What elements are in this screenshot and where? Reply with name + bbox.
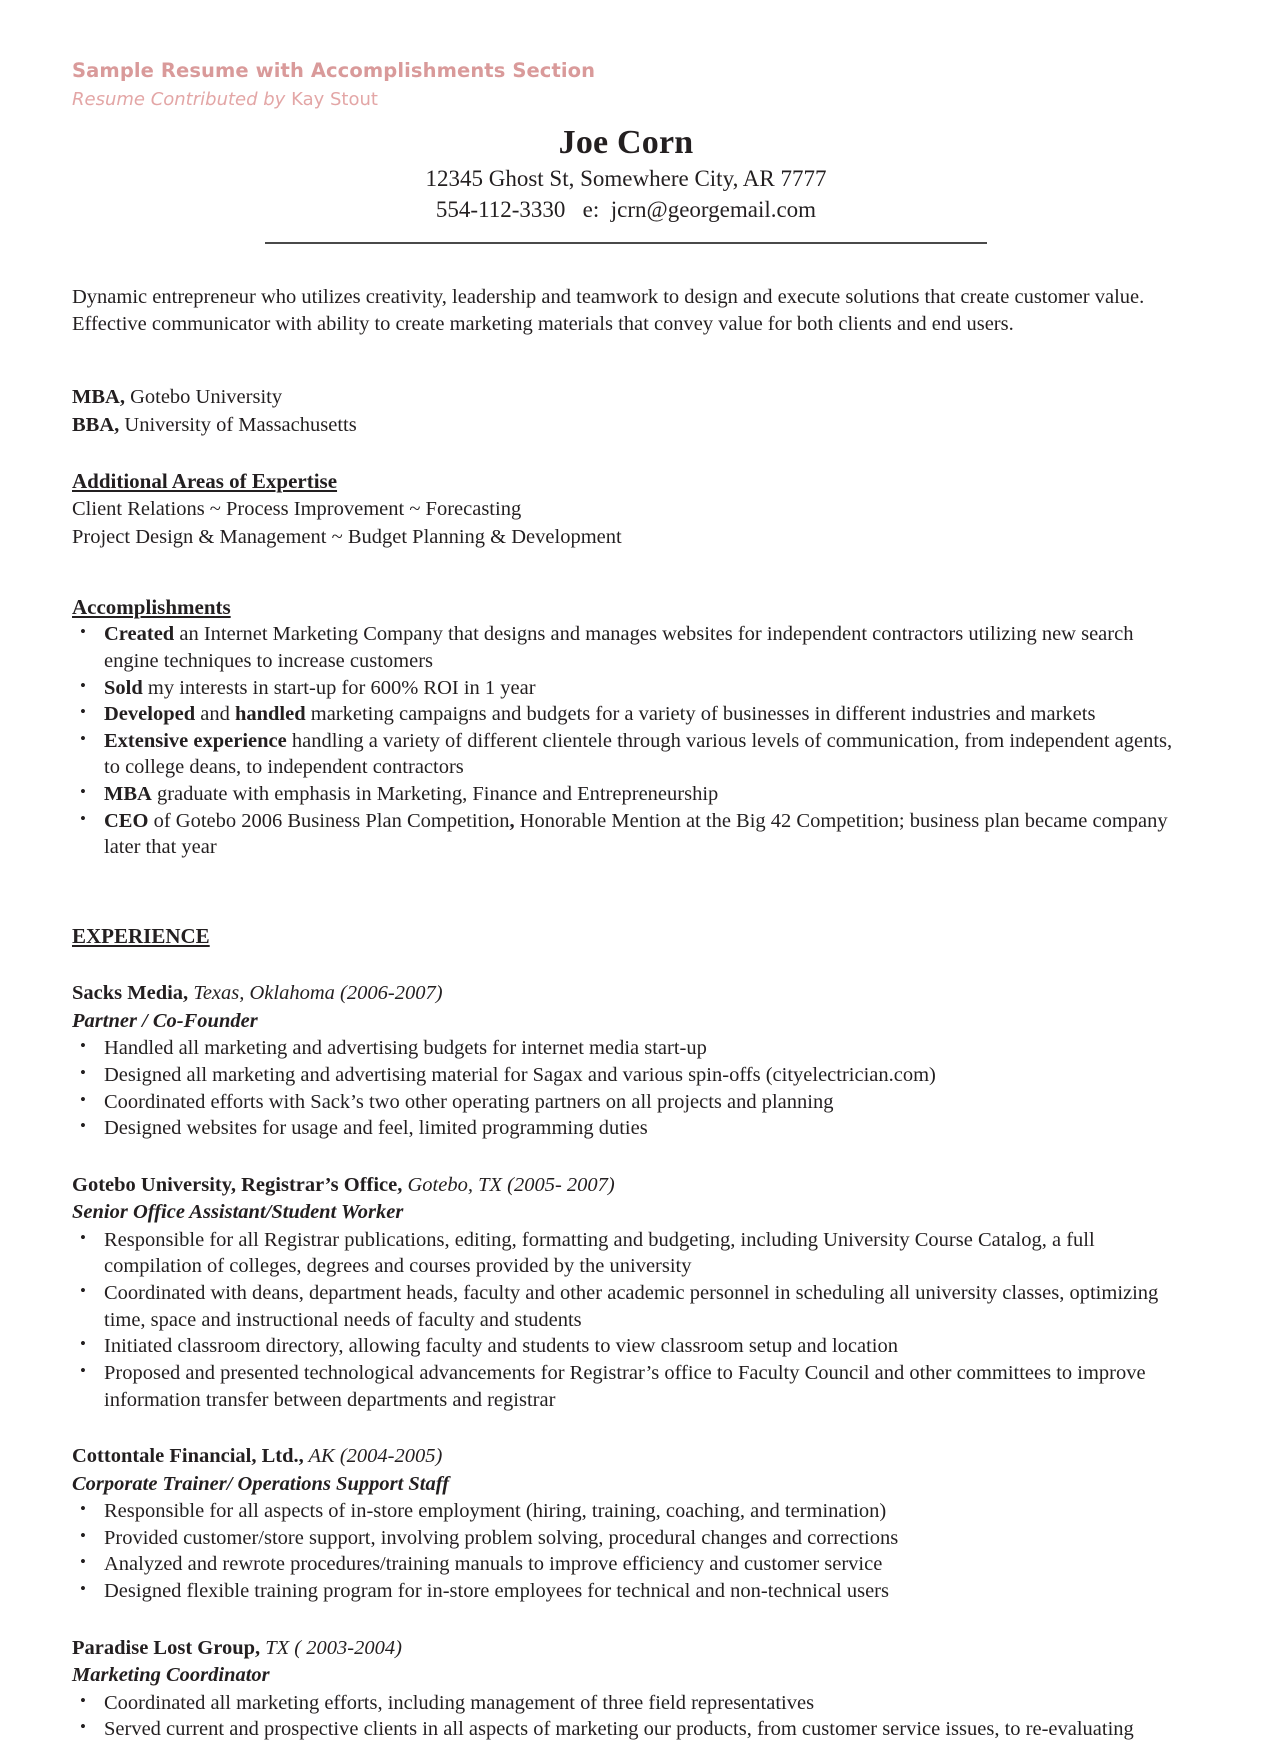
job-title: Senior Office Assistant/Student Worker: [72, 1201, 404, 1224]
list-item: [72, 701, 1180, 728]
experience-entry: [72, 1172, 1180, 1413]
accomplishments-heading-wrap: [72, 594, 1180, 621]
summary-line-2: Effective communicator with ability to create marketing materials that convey value for both clients and end users.: [72, 313, 1014, 336]
education-school: Gotebo University: [124, 386, 283, 409]
bullet-lead: CEO: [104, 809, 149, 832]
job-header: [72, 980, 1180, 1007]
experience-entry: [72, 1443, 1180, 1605]
list-item: • Responsible for all Registrar publications, editing, formatting and budgeting, including University Course Catalog, a full compilation of colleges, degrees and courses provided by the university: [72, 1227, 1180, 1280]
list-item: [72, 781, 1180, 808]
bullet-text: marketing campaigns and budgets for a variety of businesses in different industries and markets: [305, 703, 1096, 726]
bullet-text: graduate with emphasis in Marketing, Finance and Entrepreneurship: [151, 783, 719, 806]
bullet-text: my interests in start-up for 600% ROI in 1 year: [142, 676, 536, 699]
job-company: Cottontale Financial, Ltd.,: [72, 1445, 304, 1468]
job-bullets: [72, 1227, 1180, 1413]
email-value: jcrn@georgemail.com: [610, 197, 817, 223]
job-title: Marketing Coordinator: [72, 1664, 270, 1687]
document-header: [72, 58, 1180, 113]
job-company: Paradise Lost Group,: [72, 1636, 261, 1659]
contributor-name: Kay Stout: [291, 89, 378, 111]
job-location-dates: Gotebo, TX (2005- 2007): [402, 1173, 615, 1196]
list-item: [72, 728, 1180, 781]
experience-heading-wrap: [72, 923, 1180, 950]
job-company: Sacks Media,: [72, 982, 189, 1005]
contributed-by-label: Resume Contributed by: [72, 89, 286, 111]
education-item: [72, 412, 1180, 440]
list-item: • Coordinated efforts with Sack’s two other operating partners on all projects and planning: [72, 1089, 1180, 1116]
bullet-bold-comma: ,: [509, 809, 515, 832]
header-divider: [265, 242, 987, 244]
list-item: • Designed flexible training program for in-store employees for technical and non-technical users: [72, 1578, 1180, 1605]
job-header: [72, 1172, 1180, 1199]
list-item: • Coordinated all marketing efforts, including management of three field representatives: [72, 1690, 1180, 1717]
summary-line-1: Dynamic entrepreneur who utilizes creativity, leadership and teamwork to design and execute solutions that create customer value.: [72, 286, 1145, 309]
job-title: Corporate Trainer/ Operations Support Staff: [72, 1472, 450, 1495]
accomplishments-list: [72, 621, 1180, 861]
list-item: • Designed websites for usage and feel, limited programming duties: [72, 1115, 1180, 1142]
list-item: • Initiated classroom directory, allowing faculty and students to view classroom setup and location: [72, 1333, 1180, 1360]
job-title: Partner / Co-Founder: [72, 1009, 258, 1032]
experience-entry: [72, 980, 1180, 1142]
list-item: [72, 675, 1180, 702]
header-divider-wrap: [72, 242, 1180, 244]
list-item: • Proposed and presented technological advancements for Registrar’s office to Faculty Council and other committees to improve information transfer between departments and registrar: [72, 1360, 1180, 1413]
bullet-lead: Created: [104, 623, 175, 646]
list-item: • Analyzed and rewrote procedures/training manuals to improve efficiency and customer service: [72, 1551, 1180, 1578]
expertise-lines: [72, 496, 1180, 552]
education-degree: BBA,: [72, 414, 120, 437]
bullet-lead: Sold: [104, 676, 143, 699]
bullet-text-continued: Honorable Mention at the Big 42 Competition; business plan became company later that year: [104, 809, 1168, 859]
education-block: [72, 384, 1180, 440]
list-item: • Responsible for all aspects of in-store employment (hiring, training, coaching, and termination): [72, 1498, 1180, 1525]
expertise-line: Client Relations ~ Process Improvement ~ Forecasting: [72, 498, 522, 521]
job-location-dates: Texas, Oklahoma (2006-2007): [188, 982, 443, 1005]
phone-value: 554-112-3330: [435, 197, 566, 223]
bullet-text: an Internet Marketing Company that designs and manages websites for independent contractors utilizing new search engine techniques to increase customers: [104, 623, 1134, 672]
professional-summary: [72, 284, 1180, 338]
candidate-phone-email: [72, 194, 1180, 226]
job-location-dates: AK (2004-2005): [303, 1445, 443, 1468]
job-header: [72, 1635, 1180, 1662]
candidate-address: 12345 Ghost St, Somewhere City, AR 7777: [425, 165, 827, 191]
experience-entry: [72, 1635, 1180, 1743]
education-item: [72, 384, 1180, 412]
contact-block: [72, 123, 1180, 227]
bullet-lead: MBA: [104, 783, 152, 806]
expertise-line: Project Design & Management ~ Budget Planning & Development: [72, 526, 622, 549]
experience-heading: EXPERIENCE: [72, 924, 210, 949]
job-bullets: [72, 1690, 1180, 1743]
bullet-mid: and: [195, 703, 235, 726]
bullet-lead-secondary: handled: [234, 703, 306, 726]
expertise-block: [72, 468, 1180, 552]
accomplishments-heading: Accomplishments: [72, 594, 231, 619]
list-item: • Provided customer/store support, involving problem solving, procedural changes and corrections: [72, 1525, 1180, 1552]
education-school: University of Massachusetts: [119, 414, 357, 437]
list-item: [72, 808, 1180, 861]
list-item: • Coordinated with deans, department heads, faculty and other academic personnel in scheduling all university classes, optimizing time, space and instructional needs of faculty and students: [72, 1280, 1180, 1333]
list-item: • Designed all marketing and advertising material for Sagax and various spin-offs (cityelectrician.com): [72, 1062, 1180, 1089]
job-company: Gotebo University, Registrar’s Office,: [72, 1173, 403, 1196]
job-bullets: [72, 1498, 1180, 1605]
bullet-lead: Developed: [104, 703, 196, 726]
expertise-heading: Additional Areas of Expertise: [72, 468, 338, 493]
document-title: Sample Resume with Accomplishments Section: [72, 59, 596, 82]
job-header: [72, 1443, 1180, 1470]
job-bullets: [72, 1035, 1180, 1142]
candidate-name: Joe Corn: [558, 123, 694, 161]
bullet-text: of Gotebo 2006 Business Plan Competition: [148, 809, 510, 832]
list-item: [72, 621, 1180, 674]
bullet-text: handling a variety of different clientele through various levels of communication, from independent agents, to college deans, to independent contractors: [104, 729, 1173, 779]
email-label: e:: [582, 197, 600, 223]
document-contributor-line: [72, 87, 1180, 112]
education-degree: MBA,: [72, 386, 125, 409]
bullet-lead: Extensive experience: [104, 729, 287, 752]
list-item: • Handled all marketing and advertising budgets for internet media start-up: [72, 1035, 1180, 1062]
job-location-dates: TX ( 2003-2004): [260, 1636, 402, 1659]
list-item: • Served current and prospective clients in all aspects of marketing our products, from customer service issues, to re-evaluating: [72, 1716, 1180, 1743]
